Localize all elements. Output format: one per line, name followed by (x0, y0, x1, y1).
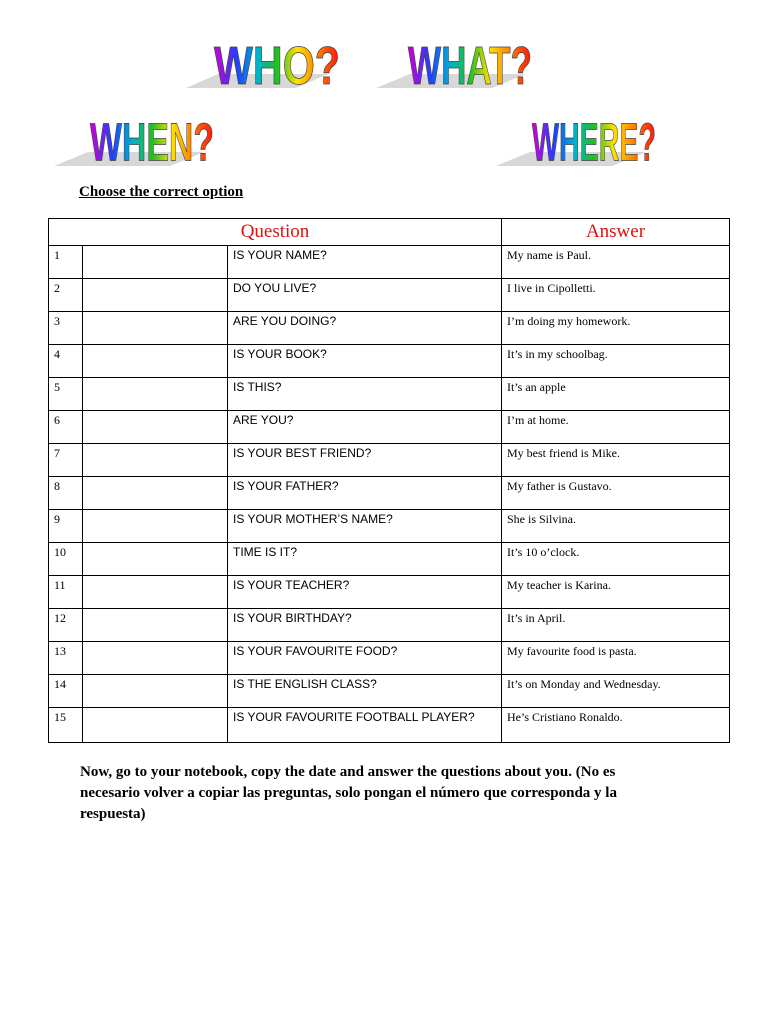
table-row (49, 246, 730, 279)
answer-cell: My best friend is Mike. (502, 444, 730, 477)
answer-cell: It’s in my schoolbag. (502, 345, 730, 378)
table-row (49, 378, 730, 411)
row-number: 10 (49, 543, 83, 576)
table-row (49, 477, 730, 510)
answer-cell: It’s 10 o’clock. (502, 543, 730, 576)
table-row (49, 642, 730, 675)
table-row (49, 411, 730, 444)
table-row (49, 312, 730, 345)
question-cell: IS YOUR BEST FRIEND? (228, 444, 502, 477)
blank-answer-cell[interactable] (83, 345, 228, 378)
blank-answer-cell[interactable] (83, 477, 228, 510)
table-header-row (49, 219, 730, 246)
answer-cell: It’s on Monday and Wednesday. (502, 675, 730, 708)
question-cell: IS YOUR TEACHER? (228, 576, 502, 609)
row-number: 11 (49, 576, 83, 609)
row-number: 14 (49, 675, 83, 708)
row-number: 4 (49, 345, 83, 378)
title-when-text: WHEN? (90, 113, 214, 174)
question-cell: IS THIS? (228, 378, 502, 411)
blank-answer-cell[interactable] (83, 246, 228, 279)
row-number: 12 (49, 609, 83, 642)
title-where (496, 100, 666, 174)
row-number: 6 (49, 411, 83, 444)
answer-cell: My name is Paul. (502, 246, 730, 279)
question-cell: IS THE ENGLISH CLASS? (228, 675, 502, 708)
blank-answer-cell[interactable] (83, 312, 228, 345)
answer-header: Answer (502, 219, 730, 246)
table-row (49, 345, 730, 378)
table-row (49, 708, 730, 743)
row-number: 9 (49, 510, 83, 543)
answer-cell: She is Silvina. (502, 510, 730, 543)
blank-answer-cell[interactable] (83, 378, 228, 411)
answer-cell: It’s an apple (502, 378, 730, 411)
row-number: 1 (49, 246, 83, 279)
blank-answer-cell[interactable] (83, 510, 228, 543)
row-number: 13 (49, 642, 83, 675)
blank-answer-cell[interactable] (83, 543, 228, 576)
table-row (49, 543, 730, 576)
answer-cell: It’s in April. (502, 609, 730, 642)
blank-answer-cell[interactable] (83, 708, 228, 743)
blank-answer-cell[interactable] (83, 675, 228, 708)
answer-cell: He’s Cristiano Ronaldo. (502, 708, 730, 743)
question-cell: IS YOUR BIRTHDAY? (228, 609, 502, 642)
question-cell: TIME IS IT? (228, 543, 502, 576)
title-what (376, 26, 546, 96)
answer-cell: I’m doing my homework. (502, 312, 730, 345)
row-number: 2 (49, 279, 83, 312)
answer-cell: I live in Cipolletti. (502, 279, 730, 312)
row-number: 7 (49, 444, 83, 477)
closing-instructions: Now, go to your notebook, copy the date and answer the questions about you. (No es necesario volver a copiar las preguntas, solo pongan el número que corresponda y la respuesta) (80, 764, 617, 822)
question-cell: IS YOUR FATHER? (228, 477, 502, 510)
answer-cell: I’m at home. (502, 411, 730, 444)
question-cell: ARE YOU DOING? (228, 312, 502, 345)
row-number: 5 (49, 378, 83, 411)
question-cell: IS YOUR FAVOURITE FOOTBALL PLAYER? (228, 708, 502, 743)
title-what-text: WHAT? (408, 36, 532, 97)
question-cell: IS YOUR FAVOURITE FOOD? (228, 642, 502, 675)
instruction-heading: Choose the correct option (79, 184, 244, 200)
answer-cell: My father is Gustavo. (502, 477, 730, 510)
row-number: 8 (49, 477, 83, 510)
question-cell: IS YOUR BOOK? (228, 345, 502, 378)
title-where-text: WHERE? (532, 113, 656, 174)
table-row (49, 444, 730, 477)
table-row (49, 510, 730, 543)
row-number: 3 (49, 312, 83, 345)
blank-answer-cell[interactable] (83, 642, 228, 675)
blank-answer-cell[interactable] (83, 411, 228, 444)
answer-cell: My teacher is Karina. (502, 576, 730, 609)
blank-answer-cell[interactable] (83, 444, 228, 477)
table-row (49, 576, 730, 609)
question-header: Question (49, 219, 502, 246)
blank-answer-cell[interactable] (83, 576, 228, 609)
question-cell: IS YOUR MOTHER’S NAME? (228, 510, 502, 543)
table-row (49, 609, 730, 642)
title-when (54, 100, 224, 174)
question-cell: IS YOUR NAME? (228, 246, 502, 279)
table-row (49, 279, 730, 312)
row-number: 15 (49, 708, 83, 743)
title-who-text: WHO? (214, 36, 340, 97)
blank-answer-cell[interactable] (83, 609, 228, 642)
answer-cell: My favourite food is pasta. (502, 642, 730, 675)
question-answer-table (48, 218, 730, 743)
blank-answer-cell[interactable] (83, 279, 228, 312)
question-cell: DO YOU LIVE? (228, 279, 502, 312)
question-cell: ARE YOU? (228, 411, 502, 444)
table-row (49, 675, 730, 708)
title-who (178, 26, 348, 96)
